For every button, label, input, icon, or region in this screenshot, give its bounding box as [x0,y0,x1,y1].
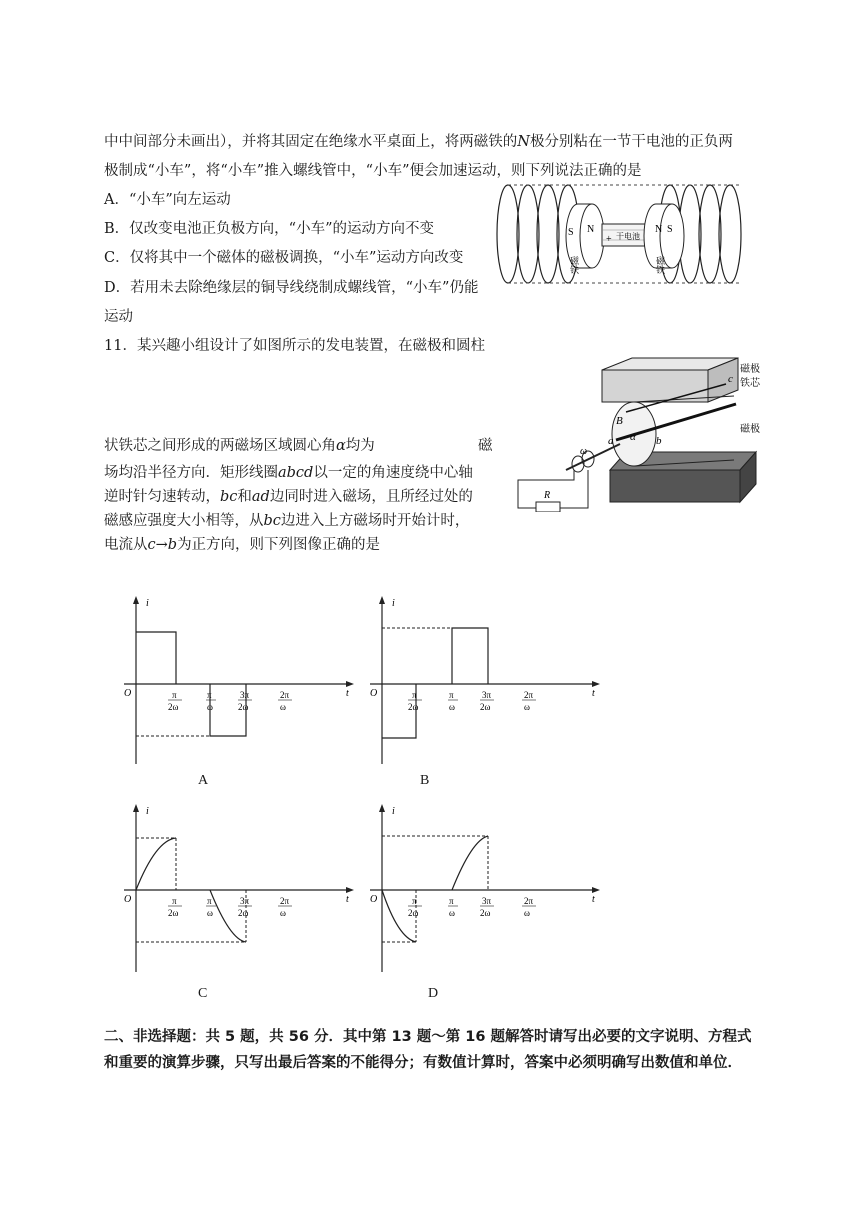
svg-text:ω: ω [207,908,213,918]
q11-line-5: 磁感应强度大小相等，从bc边进入上方磁场时开始计时， [104,513,470,529]
svg-text:2ω: 2ω [480,908,491,918]
graph-a [120,592,360,772]
svg-text:2ω: 2ω [408,908,419,918]
svg-text:2ω: 2ω [238,702,249,712]
label-R: R [544,490,551,501]
q11-line-3: 场均沿半径方向．矩形线圈abcd以一定的角速度绕中心轴 [104,465,473,481]
q11-line-6: 电流从c→b为正方向，则下列图像正确的是 [104,537,381,553]
svg-text:π: π [172,896,177,906]
svg-text:t: t [592,688,595,699]
svg-text:2ω: 2ω [238,908,249,918]
label-a: a [608,435,614,447]
graph-b [366,592,606,772]
svg-text:ω: ω [524,702,530,712]
label-omega: ω [580,446,588,457]
q10-option-c: C．仅将其中一个磁体的磁极调换，“小车”运动方向改变 [104,250,464,266]
right-magnet-n: N [655,224,663,235]
label-pole-top: 磁极 [740,364,760,375]
svg-text:t: t [346,894,349,905]
svg-text:ω: ω [524,908,530,918]
q11-line-4: 逆时针匀速转动，bc和ad边同时进入磁场，且所经过处的 [104,489,473,505]
left-magnet-label: 磁铁 [569,256,579,274]
left-magnet-n: N [587,224,595,235]
svg-text:O: O [370,688,378,699]
battery-label: 干电池 [616,232,640,241]
svg-text:π: π [449,690,454,700]
label-core: 铁芯 [740,378,760,389]
left-magnet-s: S [568,227,574,238]
svg-text:π: π [207,690,212,700]
q10-line-2: 极制成“小车”，将“小车”推入螺线管中，“小车”便会加速运动，则下列说法正确的是 [104,163,642,179]
svg-text:2π: 2π [524,690,534,700]
svg-text:π: π [412,896,417,906]
svg-text:2π: 2π [280,896,290,906]
section-2-heading: 二、非选择题：共 5 题，共 56 分．其中第 13 题～第 16 题解答时请写出必要的文字说明、方程式和重要的演算步骤，只写出最后答案的不能得分；有数值计算时，答案中必须明确写出数值和单位． [104,1029,752,1071]
label-B: B [616,415,623,427]
svg-text:π: π [412,690,417,700]
label-b: b [656,435,662,447]
graph-label-b: B [420,773,430,788]
svg-text:i: i [146,806,149,817]
svg-text:π: π [449,896,454,906]
q10-option-d: D．若用未去除绝缘层的铜导线绕制成螺线管，“小车”仍能 [104,280,479,296]
right-magnet-label: 磁铁 [655,256,665,274]
svg-text:2ω: 2ω [168,908,179,918]
axis-i-label: i [146,598,149,609]
svg-text:ω: ω [207,702,213,712]
label-alpha: α [630,431,636,443]
graph-c [120,800,360,980]
svg-text:2π: 2π [280,690,290,700]
svg-text:2ω: 2ω [480,702,491,712]
svg-text:i: i [392,806,395,817]
generator-figure [516,352,778,512]
solenoid-car-figure [494,180,744,288]
svg-text:3π: 3π [240,896,250,906]
svg-text:3π: 3π [482,690,492,700]
svg-text:2ω: 2ω [408,702,419,712]
svg-text:ω: ω [280,702,286,712]
q10-option-b: B．仅改变电池正负极方向，“小车”的运动方向不变 [104,221,434,237]
graph-label-c: C [198,986,208,1001]
svg-text:ω: ω [280,908,286,918]
svg-text:π: π [207,896,212,906]
svg-text:t: t [592,894,595,905]
svg-text:3π: 3π [240,690,250,700]
origin-label: O [124,688,132,699]
svg-text:ω: ω [449,908,455,918]
axis-t-label: t [346,688,349,699]
q11-line-1: 11．某兴趣小组设计了如图所示的发电装置，在磁极和圆柱 [104,338,485,354]
svg-text:3π: 3π [482,896,492,906]
label-pole-bottom: 磁极 [740,424,760,435]
svg-text:O: O [124,894,132,905]
graph-label-a: A [198,773,209,788]
battery-plus: + [606,234,612,245]
q10-option-a: A．“小车”向左运动 [104,192,231,208]
graph-label-d: D [428,986,439,1001]
right-magnet-s: S [667,224,673,235]
q10-option-d-cont: 运动 [104,309,133,325]
q10-line-1: 中中间部分未画出），并将其固定在绝缘水平桌面上，将两磁铁的N极分别粘在一节干电池的正负两 [104,134,733,150]
svg-text:ω: ω [449,702,455,712]
graph-d [366,800,606,980]
svg-text:π: π [172,690,177,700]
svg-text:2ω: 2ω [168,702,179,712]
q11-line-2: 状铁芯之间形成的两磁场区域圆心角α均为 磁 [104,438,493,454]
svg-text:2π: 2π [524,896,534,906]
svg-text:i: i [392,598,395,609]
svg-text:O: O [370,894,378,905]
label-c: c [728,373,733,385]
